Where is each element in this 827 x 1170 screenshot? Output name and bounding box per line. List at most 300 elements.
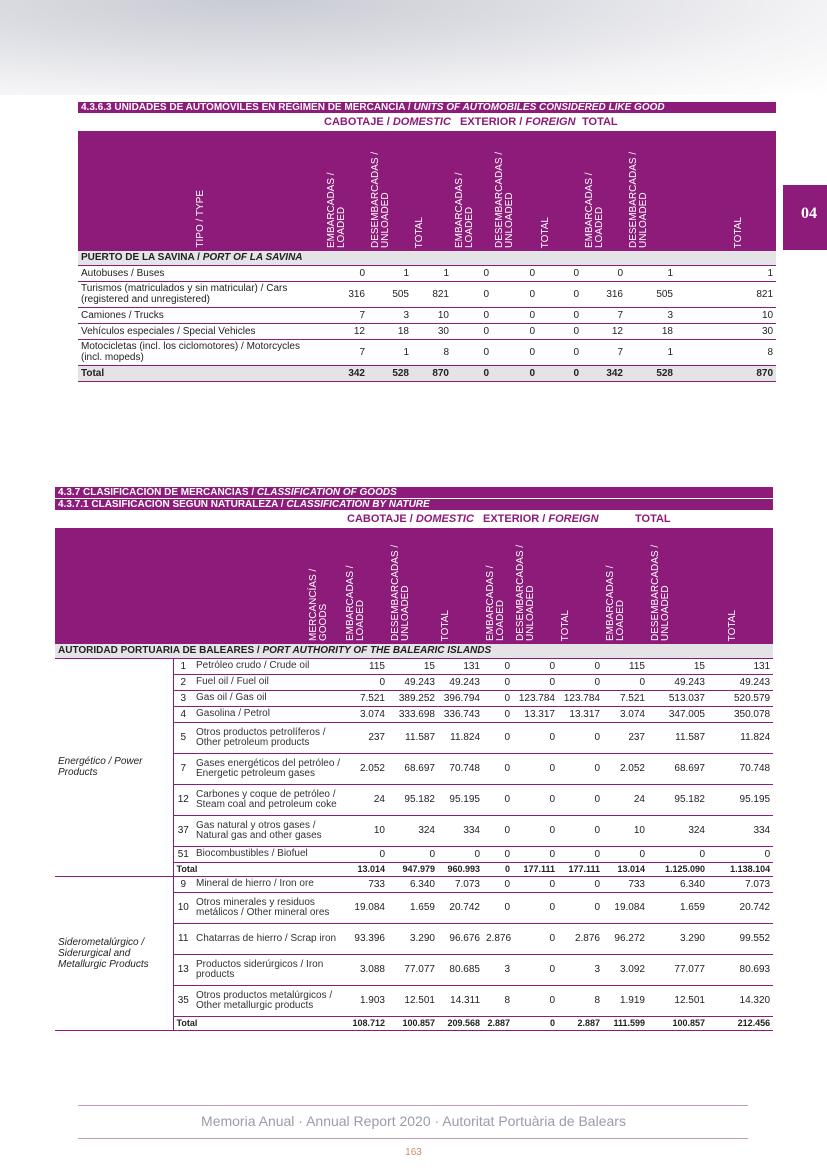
goods-description: Fuel oil / Fuel oil	[193, 674, 343, 690]
subtotal-value: 0	[483, 862, 513, 876]
cell-value: 334	[438, 815, 483, 846]
goods-description: Mineral de hierro / Iron ore	[193, 876, 343, 892]
cell-value: 0	[513, 784, 558, 815]
group-foreign: EXTERIOR /	[460, 116, 526, 128]
cell-value: 95.182	[648, 784, 708, 815]
table-subtitle-en: CLASSIFICATION BY NATURE	[286, 499, 430, 510]
cell-value: 333.698	[388, 706, 438, 722]
cell-value: 115	[603, 658, 648, 674]
col-total: TOTAL	[727, 609, 738, 641]
col-loaded: EMBARCADAS / LOADED	[326, 172, 347, 248]
cell-value: 324	[388, 815, 438, 846]
col-unloaded: DESEMBARCADAS / UNLOADED	[370, 151, 391, 248]
total-value: 0	[452, 365, 492, 381]
goods-description: Carbones y coque de petróleo / Steam coal and petroleum coke	[193, 784, 343, 815]
section-label: AUTORIDAD PORTUARIA DE BALEARES /	[58, 645, 263, 657]
total-value: 342	[324, 365, 368, 381]
table-row	[55, 876, 773, 892]
col-loaded: EMBARCADAS / LOADED	[584, 172, 605, 248]
cell-value: 0	[513, 954, 558, 985]
cell-value: 0	[452, 281, 492, 307]
col-unloaded: DESEMBARCADAS / UNLOADED	[390, 544, 411, 641]
total-label: Total	[78, 365, 324, 381]
goods-code: 7	[173, 753, 193, 784]
subtotal-value: 947.979	[388, 862, 438, 876]
col-unloaded: DESEMBARCADAS / UNLOADED	[650, 544, 671, 641]
cell-value: 7.521	[343, 690, 388, 706]
cell-value: 115	[343, 658, 388, 674]
cell-value: 3	[483, 954, 513, 985]
section-label-en: PORT AUTHORITY OF THE BALEARIC ISLANDS	[262, 645, 492, 657]
cell-value: 10	[343, 815, 388, 846]
goods-code: 35	[173, 985, 193, 1016]
cell-value: 237	[603, 722, 648, 753]
header-background	[0, 0, 827, 95]
subtotal-value: 960.993	[438, 862, 483, 876]
cell-value: 0	[513, 923, 558, 954]
table-subtitle: 4.3.7.1 CLASIFICACIÓN SEGÚN NATURALEZA /	[58, 499, 287, 510]
subtotal-value: 1.125.090	[648, 862, 708, 876]
cell-value: 1	[368, 265, 412, 281]
goods-code: 5	[173, 722, 193, 753]
cell-value: 733	[603, 876, 648, 892]
subtotal-value: 2.887	[558, 1016, 603, 1030]
cell-value: 1.659	[388, 892, 438, 923]
cell-value: 0	[513, 658, 558, 674]
cell-value: 68.697	[388, 753, 438, 784]
cell-value: 821	[412, 281, 452, 307]
cell-value: 3.088	[343, 954, 388, 985]
total-value: 528	[626, 365, 676, 381]
subtotal-value: 177.111	[558, 862, 603, 876]
cell-value: 1.659	[648, 892, 708, 923]
cell-value: 0	[483, 753, 513, 784]
col-type: TIPO / TYPE	[195, 190, 206, 248]
cell-value: 0	[513, 846, 558, 862]
cell-value: 316	[324, 281, 368, 307]
col-total: TOTAL	[560, 609, 571, 641]
cell-value: 0	[483, 815, 513, 846]
row-label: Camiones / Trucks	[78, 307, 324, 323]
cell-value: 19.084	[603, 892, 648, 923]
cell-value: 15	[388, 658, 438, 674]
cell-value: 0	[483, 706, 513, 722]
col-loaded: EMBARCADAS / LOADED	[345, 565, 366, 641]
cell-value: 0	[513, 985, 558, 1016]
goods-description: Biocombustibles / Biofuel	[193, 846, 343, 862]
table-title: 4.3.7 CLASIFICACIÓN DE MERCANCÍAS /	[58, 487, 257, 498]
cell-value: 68.697	[648, 753, 708, 784]
cell-value: 11.824	[708, 722, 773, 753]
category-label: Energético / Power Products	[55, 658, 173, 876]
cell-value: 12	[582, 323, 626, 339]
cell-value: 95.182	[388, 784, 438, 815]
group-domestic: CABOTAJE /	[347, 513, 416, 525]
col-unloaded: DESEMBARCADAS / UNLOADED	[515, 544, 536, 641]
cell-value: 131	[708, 658, 773, 674]
table-title-row	[55, 487, 773, 499]
table-row	[78, 307, 776, 323]
cell-value: 49.243	[708, 674, 773, 690]
cell-value: 0	[492, 323, 538, 339]
col-unloaded: DESEMBARCADAS / UNLOADED	[494, 151, 515, 248]
section-label: PUERTO DE LA SAVINA /	[81, 252, 203, 264]
col-total: TOTAL	[440, 609, 451, 641]
cell-value: 0	[538, 265, 582, 281]
col-loaded: EMBARCADAS / LOADED	[605, 565, 626, 641]
group-domestic: CABOTAJE /	[324, 116, 393, 128]
cell-value: 7	[582, 307, 626, 323]
goods-code: 2	[173, 674, 193, 690]
cell-value: 8	[483, 985, 513, 1016]
cell-value: 520.579	[708, 690, 773, 706]
cell-value: 0	[324, 265, 368, 281]
cell-value: 19.084	[343, 892, 388, 923]
cell-value: 14.320	[708, 985, 773, 1016]
table-title-en: CLASSIFICATION OF GOODS	[256, 487, 397, 498]
subtotal-value: 177.111	[513, 862, 558, 876]
cell-value: 49.243	[648, 674, 708, 690]
cell-value: 80.685	[438, 954, 483, 985]
cell-value: 0	[483, 892, 513, 923]
cell-value: 0	[538, 307, 582, 323]
cell-value: 0	[558, 892, 603, 923]
cell-value: 0	[438, 846, 483, 862]
table-subtitle-row	[55, 499, 773, 511]
cell-value: 12.501	[388, 985, 438, 1016]
cell-value: 11.587	[388, 722, 438, 753]
goods-description: Petróleo crudo / Crude oil	[193, 658, 343, 674]
cell-value: 12.501	[648, 985, 708, 1016]
col-total: TOTAL	[733, 216, 744, 248]
group-total: TOTAL	[635, 513, 671, 525]
cell-value: 77.077	[388, 954, 438, 985]
cell-value: 0	[483, 690, 513, 706]
cell-value: 3.290	[648, 923, 708, 954]
cell-value: 2.052	[603, 753, 648, 784]
goods-code: 13	[173, 954, 193, 985]
cell-value: 70.748	[438, 753, 483, 784]
total-value: 528	[368, 365, 412, 381]
column-header-row	[55, 528, 773, 644]
col-loaded: EMBARCADAS / LOADED	[454, 172, 475, 248]
cell-value: 0	[513, 674, 558, 690]
cell-value: 123.784	[513, 690, 558, 706]
cell-value: 505	[368, 281, 412, 307]
cell-value: 2.876	[558, 923, 603, 954]
footer-rule-top	[78, 1105, 748, 1106]
chapter-tab	[783, 185, 827, 250]
table-row	[78, 281, 776, 307]
goods-code: 9	[173, 876, 193, 892]
subtotal-value: 212.456	[708, 1016, 773, 1030]
table-row	[78, 265, 776, 281]
cell-value: 7.073	[708, 876, 773, 892]
cell-value: 20.742	[708, 892, 773, 923]
cell-value: 10	[412, 307, 452, 323]
group-header-row	[78, 113, 776, 131]
section-row	[78, 251, 776, 265]
cell-value: 99.552	[708, 923, 773, 954]
goods-description: Gasolina / Petrol	[193, 706, 343, 722]
cell-value: 13.317	[513, 706, 558, 722]
cell-value: 350.078	[708, 706, 773, 722]
cell-value: 0	[483, 658, 513, 674]
cell-value: 0	[558, 658, 603, 674]
cell-value: 316	[582, 281, 626, 307]
row-label: Motocicletas (incl. los ciclomotores) / Motorcycles (incl. mopeds)	[78, 339, 324, 365]
goods-description: Otros productos metalúrgicos / Other metallurgic products	[193, 985, 343, 1016]
cell-value: 6.340	[388, 876, 438, 892]
cell-value: 0	[513, 876, 558, 892]
column-header-row	[78, 131, 776, 251]
cell-value: 0	[343, 674, 388, 690]
cell-value: 0	[538, 323, 582, 339]
cell-value: 0	[513, 815, 558, 846]
goods-description: Otros productos petrolíferos / Other petroleum products	[193, 722, 343, 753]
page-number: 163	[405, 1147, 422, 1158]
goods-description: Otros minerales y residuos metálicos / Other mineral ores	[193, 892, 343, 923]
cell-value: 14.311	[438, 985, 483, 1016]
cell-value: 7.073	[438, 876, 483, 892]
cell-value: 0	[513, 892, 558, 923]
subtotal-value: 13.014	[343, 862, 388, 876]
subtotal-value: 108.712	[343, 1016, 388, 1030]
cell-value: 7	[324, 307, 368, 323]
category-label: Siderometalúrgico / Siderurgical and Metallurgic Products	[55, 876, 173, 1030]
cell-value: 49.243	[388, 674, 438, 690]
subtotal-value: 13.014	[603, 862, 648, 876]
cell-value: 0	[343, 846, 388, 862]
total-value: 0	[538, 365, 582, 381]
cell-value: 1	[676, 265, 776, 281]
goods-code: 51	[173, 846, 193, 862]
footer-text: Memoria Anual · Annual Report 2020 · Autoritat Portuària de Balears	[201, 1113, 626, 1129]
goods-classification-table	[55, 487, 773, 1031]
cell-value: 18	[368, 323, 412, 339]
cell-value: 10	[676, 307, 776, 323]
cell-value: 7.521	[603, 690, 648, 706]
cell-value: 7	[324, 339, 368, 365]
col-loaded: EMBARCADAS / LOADED	[485, 565, 506, 641]
cell-value: 3.290	[388, 923, 438, 954]
subtotal-value: 209.568	[438, 1016, 483, 1030]
group-domestic-en: DOMESTIC	[392, 116, 451, 128]
cell-value: 10	[603, 815, 648, 846]
cell-value: 123.784	[558, 690, 603, 706]
cell-value: 131	[438, 658, 483, 674]
cell-value: 0	[452, 339, 492, 365]
goods-code: 12	[173, 784, 193, 815]
cell-value: 0	[708, 846, 773, 862]
subtotal-label: Total	[173, 1016, 343, 1030]
cell-value: 0	[492, 265, 538, 281]
cell-value: 0	[558, 674, 603, 690]
table-row	[55, 658, 773, 674]
table-row	[78, 323, 776, 339]
section-row	[55, 644, 773, 658]
cell-value: 80.693	[708, 954, 773, 985]
cell-value: 1	[368, 339, 412, 365]
cell-value: 8	[676, 339, 776, 365]
cell-value: 0	[538, 339, 582, 365]
cell-value: 237	[343, 722, 388, 753]
group-domestic-en: DOMESTIC	[415, 513, 474, 525]
subtotal-value: 111.599	[603, 1016, 648, 1030]
group-foreign-en: FOREIGN	[525, 116, 576, 128]
cell-value: 1.919	[603, 985, 648, 1016]
cell-value: 334	[708, 815, 773, 846]
cell-value: 0	[452, 307, 492, 323]
cell-value: 13.317	[558, 706, 603, 722]
cell-value: 0	[483, 784, 513, 815]
cell-value: 0	[492, 339, 538, 365]
footer-rule-bottom	[78, 1138, 748, 1139]
goods-description: Gas oil / Gas oil	[193, 690, 343, 706]
cell-value: 396.794	[438, 690, 483, 706]
cell-value: 3	[626, 307, 676, 323]
cell-value: 0	[483, 722, 513, 753]
cell-value: 513.037	[648, 690, 708, 706]
goods-description: Chatarras de hierro / Scrap iron	[193, 923, 343, 954]
cell-value: 0	[483, 674, 513, 690]
row-label: Turismos (matriculados y sin matricular) / Cars (registered and unregistered)	[78, 281, 324, 307]
cell-value: 0	[558, 753, 603, 784]
table-title-row	[78, 102, 776, 113]
subtotal-value: 1.138.104	[708, 862, 773, 876]
cell-value: 733	[343, 876, 388, 892]
cell-value: 0	[603, 846, 648, 862]
cell-value: 3.092	[603, 954, 648, 985]
group-total: TOTAL	[582, 116, 618, 128]
goods-description: Gases energéticos del petróleo / Energetic petroleum gases	[193, 753, 343, 784]
subtotal-value: 2.887	[483, 1016, 513, 1030]
cell-value: 95.195	[708, 784, 773, 815]
group-foreign: EXTERIOR /	[483, 513, 549, 525]
col-total: TOTAL	[414, 216, 425, 248]
total-value: 870	[676, 365, 776, 381]
cell-value: 0	[558, 815, 603, 846]
goods-code: 10	[173, 892, 193, 923]
cell-value: 0	[558, 846, 603, 862]
cell-value: 8	[412, 339, 452, 365]
cell-value: 11.824	[438, 722, 483, 753]
goods-code: 1	[173, 658, 193, 674]
table-row	[78, 339, 776, 365]
cell-value: 0	[648, 846, 708, 862]
cell-value: 30	[676, 323, 776, 339]
cell-value: 324	[648, 815, 708, 846]
cell-value: 0	[388, 846, 438, 862]
col-total: TOTAL	[540, 216, 551, 248]
col-unloaded: DESEMBARCADAS / UNLOADED	[628, 151, 649, 248]
cell-value: 18	[626, 323, 676, 339]
goods-description: Productos siderúrgicos / Iron products	[193, 954, 343, 985]
cell-value: 24	[343, 784, 388, 815]
cell-value: 0	[483, 846, 513, 862]
chapter-number: 04	[801, 205, 817, 222]
total-value: 342	[582, 365, 626, 381]
cell-value: 1.903	[343, 985, 388, 1016]
cell-value: 70.748	[708, 753, 773, 784]
table-title-en: UNITS OF AUTOMOBILES CONSIDERED LIKE GOOD	[413, 102, 665, 113]
section-label-en: PORT OF LA SAVINA	[202, 252, 303, 264]
goods-code: 3	[173, 690, 193, 706]
group-foreign-en: FOREIGN	[548, 513, 599, 525]
cell-value: 0	[558, 784, 603, 815]
total-value: 870	[412, 365, 452, 381]
cell-value: 336.743	[438, 706, 483, 722]
cell-value: 77.077	[648, 954, 708, 985]
cell-value: 96.676	[438, 923, 483, 954]
cell-value: 1	[626, 339, 676, 365]
cell-value: 0	[558, 876, 603, 892]
goods-description: Gas natural y otros gases / Natural gas and other gases	[193, 815, 343, 846]
row-label: Autobuses / Buses	[78, 265, 324, 281]
cell-value: 0	[492, 307, 538, 323]
cell-value: 0	[452, 265, 492, 281]
cell-value: 0	[483, 876, 513, 892]
cell-value: 2.876	[483, 923, 513, 954]
col-goods: MERCANCÍAS / GOODS	[308, 568, 329, 641]
cell-value: 11.587	[648, 722, 708, 753]
cell-value: 0	[513, 753, 558, 784]
cell-value: 0	[603, 674, 648, 690]
cell-value: 20.742	[438, 892, 483, 923]
cell-value: 96.272	[603, 923, 648, 954]
table-title: 4.3.6.3 UNIDADES DE AUTOMÓVILES EN RÉGIMEN DE MERCANCÍA /	[81, 102, 414, 113]
cell-value: 389.252	[388, 690, 438, 706]
cell-value: 30	[412, 323, 452, 339]
cell-value: 0	[558, 722, 603, 753]
subtotal-value: 100.857	[388, 1016, 438, 1030]
cell-value: 505	[626, 281, 676, 307]
subtotal-value: 0	[513, 1016, 558, 1030]
cell-value: 0	[492, 281, 538, 307]
automobiles-table	[78, 102, 776, 382]
cell-value: 1	[626, 265, 676, 281]
cell-value: 1	[412, 265, 452, 281]
cell-value: 8	[558, 985, 603, 1016]
subtotal-label: Total	[173, 862, 343, 876]
cell-value: 2.052	[343, 753, 388, 784]
cell-value: 3	[558, 954, 603, 985]
row-label: Vehículos especiales / Special Vehicles	[78, 323, 324, 339]
subtotal-value: 100.857	[648, 1016, 708, 1030]
cell-value: 15	[648, 658, 708, 674]
cell-value: 0	[513, 722, 558, 753]
cell-value: 821	[676, 281, 776, 307]
cell-value: 12	[324, 323, 368, 339]
goods-code: 11	[173, 923, 193, 954]
cell-value: 49.243	[438, 674, 483, 690]
total-value: 0	[492, 365, 538, 381]
group-header-row	[55, 510, 773, 528]
cell-value: 0	[452, 323, 492, 339]
cell-value: 0	[538, 281, 582, 307]
cell-value: 95.195	[438, 784, 483, 815]
goods-code: 37	[173, 815, 193, 846]
total-row	[78, 365, 776, 381]
cell-value: 3.074	[603, 706, 648, 722]
cell-value: 24	[603, 784, 648, 815]
cell-value: 3.074	[343, 706, 388, 722]
cell-value: 7	[582, 339, 626, 365]
cell-value: 6.340	[648, 876, 708, 892]
cell-value: 347.005	[648, 706, 708, 722]
goods-code: 4	[173, 706, 193, 722]
cell-value: 3	[368, 307, 412, 323]
